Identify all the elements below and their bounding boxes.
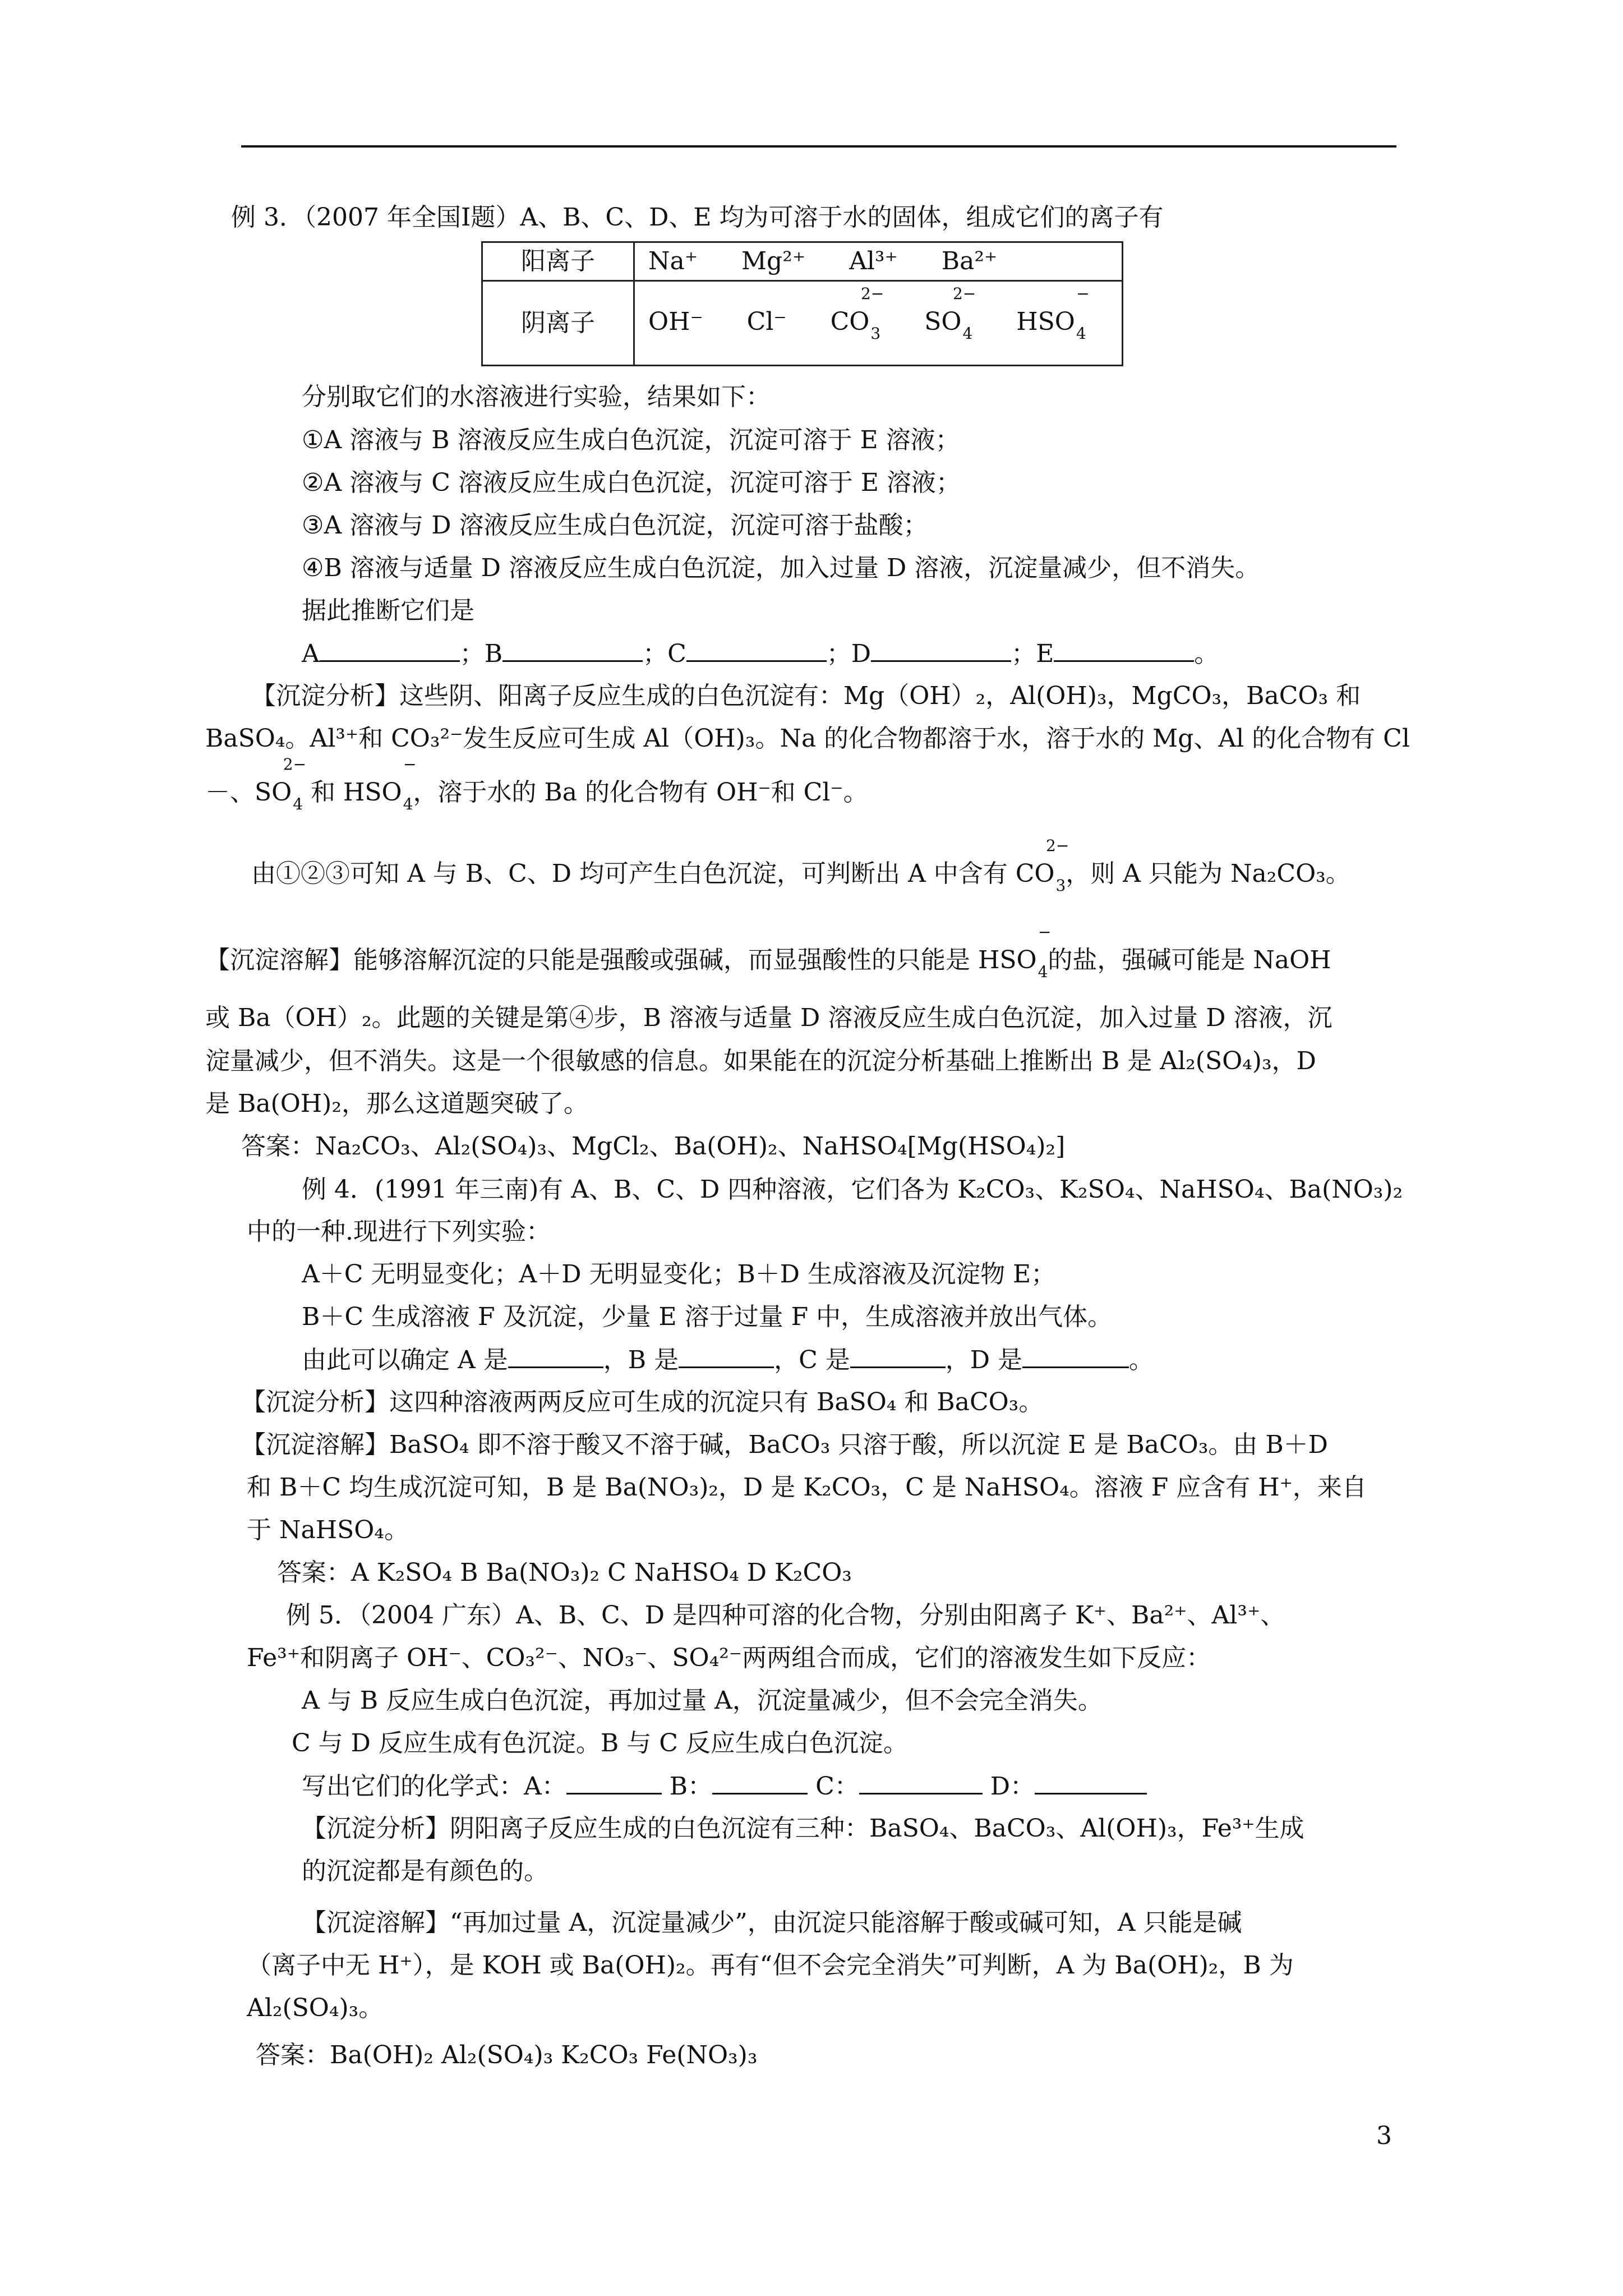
sulfate-ion: $SO_4$ 2− bbox=[924, 284, 976, 343]
blank-c[interactable] bbox=[686, 638, 827, 662]
cation-list: Na⁺ Mg²⁺ Al³⁺ Ba²⁺ bbox=[634, 242, 1123, 281]
ex5-line4: C 与 D 反应生成有色沉淀。B 与 C 反应生成白色沉淀。 bbox=[292, 1729, 908, 1757]
ex5-blank-c[interactable] bbox=[859, 1770, 983, 1795]
ex5-answer: 答案：Ba(OH)₂ Al₂(SO₄)₃ K₂CO₃ Fe(NO₃)₃ bbox=[256, 2041, 758, 2069]
ex3-dissolve-line1: 【沉淀溶解】能够溶解沉淀的只能是强酸或强碱，而显强酸性的只能是 $HSO_4$ − 的盐，强碱可能是 NaOH bbox=[205, 923, 1331, 981]
blank-a[interactable] bbox=[320, 638, 460, 662]
anion-label: 阴离子 bbox=[482, 281, 634, 366]
ex3-statement-4: ④B 溶液与适量 D 溶液反应生成白色沉淀，加入过量 D 溶液，沉淀量减少，但不消失。 bbox=[302, 554, 1260, 582]
ion-table bbox=[481, 241, 1123, 366]
ex5-line3: A 与 B 反应生成白色沉淀，再加过量 A，沉淀量减少，但不会完全消失。 bbox=[302, 1686, 1103, 1715]
ex3-statement-2: ②A 溶液与 C 溶液反应生成白色沉淀，沉淀可溶于 E 溶液； bbox=[302, 468, 961, 497]
ex4-dissolve-line1: 【沉淀溶解】BaSO₄ 即不溶于酸又不溶于碱，BaCO₃ 只溶于酸，所以沉淀 E 是 BaCO₃。由 B＋D bbox=[241, 1430, 1328, 1459]
ex3-deduction: 由①②③可知 A 与 B、C、D 均可产生白色沉淀，可判断出 A 中含有 $CO_3$ 2− ，则 A 只能为 Na₂CO₃。 bbox=[251, 836, 1350, 895]
ex5-analysis-line1: 【沉淀分析】阴阳离子反应生成的白色沉淀有三种：BaSO₄、BaCO₃、Al(OH)₃，Fe³⁺生成 bbox=[302, 1814, 1304, 1843]
ex3-intro: 分别取它们的水溶液进行实验，结果如下： bbox=[302, 383, 771, 411]
ex5-line1: 例 5．（2004 广东）A、B、C、D 是四种可溶的化合物，分别由阳离子 K⁺、Ba²⁺、Al³⁺、 bbox=[286, 1601, 1285, 1630]
blank-e[interactable] bbox=[1054, 638, 1194, 662]
ex5-blank-a[interactable] bbox=[566, 1770, 662, 1795]
cation-label: 阳离子 bbox=[482, 242, 634, 281]
header-rule bbox=[241, 145, 1396, 148]
ex3-dissolve-line4: 是 Ba(OH)₂，那么这道题突破了。 bbox=[205, 1089, 588, 1118]
ex5-analysis-line2: 的沉淀都是有颜色的。 bbox=[302, 1857, 548, 1885]
ex5-line2: Fe³⁺和阴离子 OH⁻、CO₃²⁻、NO₃⁻、SO₄²⁻两两组合而成，它们的溶液发生如下反应： bbox=[247, 1644, 1211, 1672]
ex5-answer-blanks: 写出它们的化学式：A： B： C： D： bbox=[302, 1770, 1147, 1802]
ex4-line4: B＋C 生成溶液 F 及沉淀，少量 E 溶于过量 F 中，生成溶液并放出气体。 bbox=[302, 1303, 1113, 1331]
ex4-line2: 中的一种.现进行下列实验： bbox=[247, 1217, 551, 1246]
ex3-dissolve-line3: 淀量减少，但不消失。这是一个很敏感的信息。如果能在的沉淀分析基础上推断出 B 是 Al₂(SO₄)₃，D bbox=[205, 1047, 1316, 1075]
carbonate-ion: $CO_3$ 2− bbox=[830, 284, 884, 343]
blank-d[interactable] bbox=[871, 638, 1011, 662]
ex4-line1: 例 4．(1991 年三南)有 A、B、C、D 四种溶液，它们各为 K₂CO₃、K₂SO₄、NaHSO₄、Ba(NO₃)₂ bbox=[302, 1175, 1403, 1204]
ex5-dissolve-line1: 【沉淀溶解】“再加过量 A，沉淀量减少”，由沉淀只能溶解于酸或碱可知，A 只能是碱 bbox=[302, 1908, 1242, 1937]
ex4-line3: A＋C 无明显变化；A＋D 无明显变化；B＋D 生成溶液及沉淀物 E； bbox=[302, 1260, 1056, 1289]
ex3-statement-1: ①A 溶液与 B 溶液反应生成白色沉淀，沉淀可溶于 E 溶液； bbox=[302, 426, 960, 454]
page-number: 3 bbox=[1376, 2122, 1392, 2150]
ex4-dissolve-line3: 于 NaHSO₄。 bbox=[247, 1516, 409, 1544]
ex5-blank-d[interactable] bbox=[1035, 1770, 1147, 1795]
ex3-answer: 答案：Na₂CO₃、Al₂(SO₄)₃、MgCl₂、Ba(OH)₂、NaHSO₄[Mg(HSO₄)₂] bbox=[241, 1132, 1066, 1161]
ex3-answer-blanks: A ；B ；C ；D ；E 。 bbox=[302, 638, 1219, 670]
bisulfate-ion: $HSO_4$ − bbox=[1016, 284, 1090, 343]
ex4-dissolve-line2: 和 B＋C 均生成沉淀可知，B 是 Ba(NO₃)₂，D 是 K₂CO₃，C 是 NaHSO₄。溶液 F 应含有 H⁺，来自 bbox=[247, 1473, 1367, 1502]
ex4-blank-a[interactable] bbox=[508, 1344, 603, 1368]
ex3-analysis-line2: BaSO₄。Al³⁺和 CO₃²⁻发生反应可生成 Al（OH)₃。Na 的化合物都溶于水，溶于水的 Mg、Al 的化合物有 Cl bbox=[205, 724, 1410, 753]
ex4-blank-c[interactable] bbox=[850, 1344, 946, 1368]
ex3-dissolve-line2: 或 Ba（OH）₂。此题的关键是第④步，B 溶液与适量 D 溶液反应生成白色沉淀，加入过量 D 溶液，沉 bbox=[205, 1004, 1332, 1032]
ex3-statement-3: ③A 溶液与 D 溶液反应生成白色沉淀，沉淀可溶于盐酸； bbox=[302, 511, 928, 540]
blank-b[interactable] bbox=[502, 638, 643, 662]
ex3-analysis-line1: 【沉淀分析】这些阴、阳离子反应生成的白色沉淀有：Mg（OH）₂，Al(OH)₃，MgCO₃，BaCO₃ 和 bbox=[251, 682, 1361, 710]
ex4-blank-d[interactable] bbox=[1022, 1344, 1129, 1368]
anion-list: OH⁻ Cl⁻ $CO_3$ 2− $SO_4$ 2− $HSO_4$ − bbox=[634, 281, 1123, 366]
ex4-answer: 答案：A K₂SO₄ B Ba(NO₃)₂ C NaHSO₄ D K₂CO₃ bbox=[277, 1558, 852, 1587]
ex4-analysis: 【沉淀分析】这四种溶液两两反应可生成的沉淀只有 BaSO₄ 和 BaCO₃。 bbox=[241, 1388, 1044, 1416]
example-3-title: 例 3．（2007 年全国Ⅰ题）A、B、C、D、E 均为可溶于水的固体，组成它们的离子有 bbox=[231, 203, 1164, 232]
ex4-answer-blanks: 由此可以确定 A 是 ，B 是 ，C 是 ，D 是 。 bbox=[302, 1344, 1154, 1376]
ex5-blank-b[interactable] bbox=[712, 1770, 808, 1795]
ex5-dissolve-line2: （离子中无 H⁺），是 KOH 或 Ba(OH)₂。再有“但不会完全消失”可判断，A 为 Ba(OH)₂，B 为 bbox=[247, 1951, 1294, 1980]
ex3-infer: 据此推断它们是 bbox=[302, 596, 474, 625]
ex5-dissolve-line3: Al₂(SO₄)₃。 bbox=[247, 1994, 384, 2022]
ex3-analysis-line3: －、$SO_4$ 2− 和 $HSO_4$ − ，溶于水的 Ba 的化合物有 OH⁻和 Cl⁻。 bbox=[205, 755, 868, 813]
ex4-blank-b[interactable] bbox=[679, 1344, 774, 1368]
